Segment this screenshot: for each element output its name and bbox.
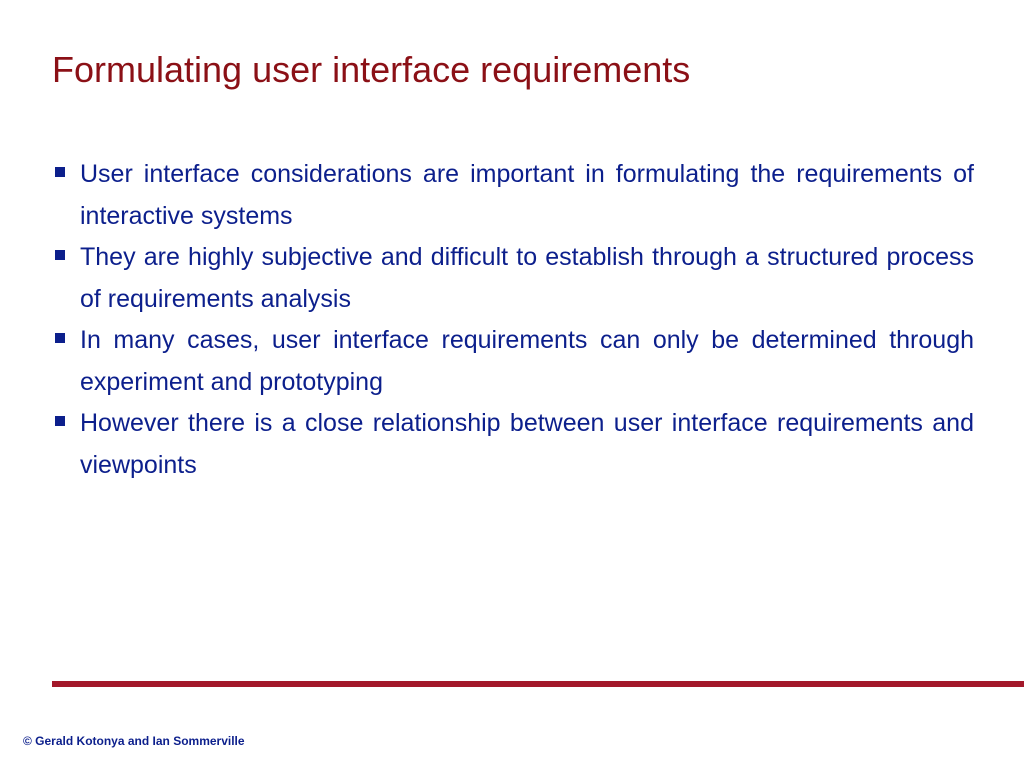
bullet-text: User interface considerations are important in formulating the requirements of interactive systems: [80, 160, 974, 230]
square-bullet-icon: [55, 416, 65, 426]
bullet-item: [52, 154, 974, 237]
square-bullet-icon: [55, 333, 65, 343]
bullet-text: However there is a close relationship between user interface requirements and viewpoints: [80, 409, 974, 479]
bullet-text: They are highly subjective and difficult to establish through a structured process of requirements analysis: [80, 243, 974, 313]
bullet-item: [52, 237, 974, 320]
footer-divider: [52, 681, 1024, 687]
square-bullet-icon: [55, 167, 65, 177]
bullet-item: [52, 320, 974, 403]
bullet-item: [52, 403, 974, 486]
bullet-list: [52, 154, 974, 486]
copyright-notice: © Gerald Kotonya and Ian Sommerville: [23, 734, 245, 748]
bullet-text: In many cases, user interface requirements can only be determined through experiment and prototyping: [80, 326, 974, 396]
square-bullet-icon: [55, 250, 65, 260]
slide-title: Formulating user interface requirements: [52, 49, 691, 90]
